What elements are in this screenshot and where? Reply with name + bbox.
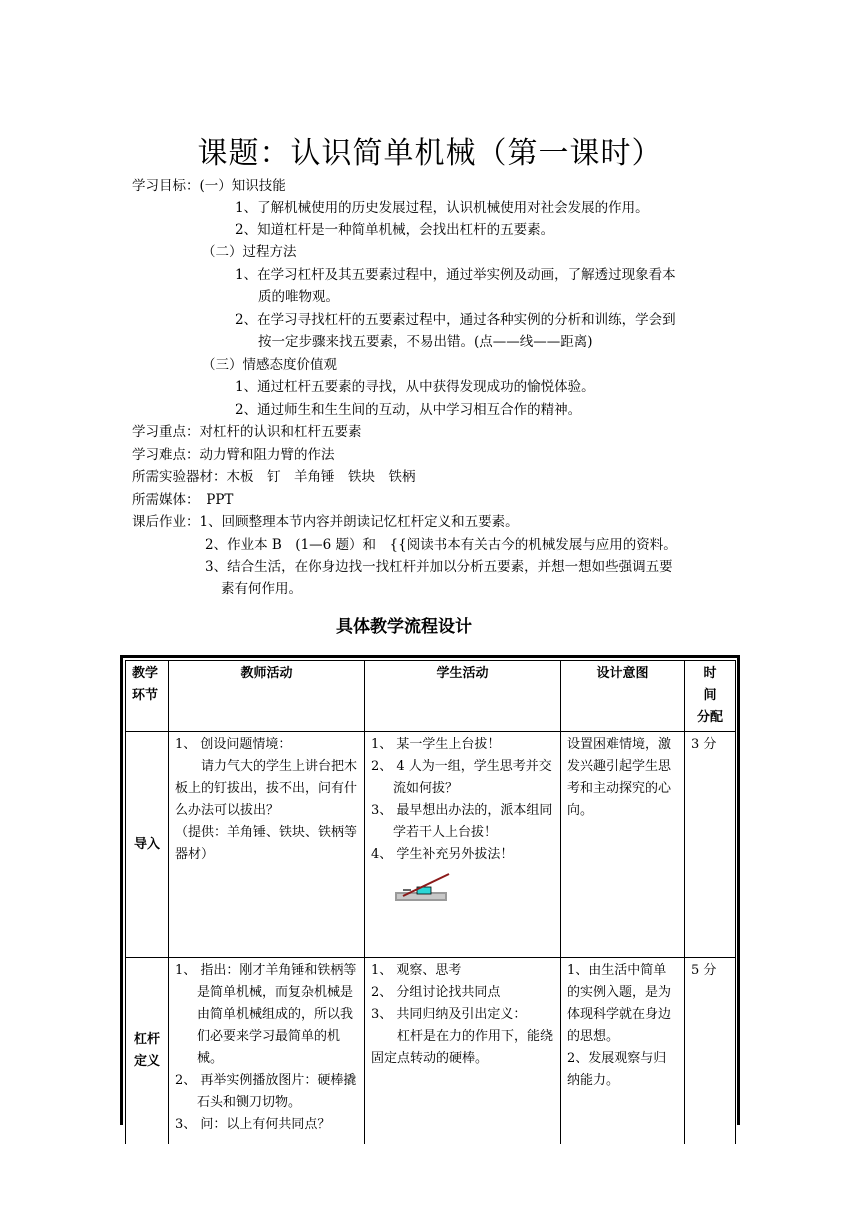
teacher-item: 请力气大的学生上讲台把木板上的钉拔出，拔不出，问有什么办法可以拔出？ (175, 759, 358, 818)
student-activity-intro (365, 732, 561, 958)
homework-3: 3、结合生活，在你身边找一找杠杆并加以分析五要素，并想一想如些强调五要 (205, 559, 673, 575)
table-row (126, 958, 736, 1144)
teacher-item: 2、 再举实例播放图片：硬棒撬石头和铡刀切物。 (175, 1073, 357, 1110)
page-title: 课题：认识简单机械（第一课时） (197, 136, 663, 171)
objective-knowledge-1: 1、了解机械使用的历史发展过程，认识机械使用对社会发展的作用。 (235, 200, 649, 216)
segment-lever-definition (126, 958, 169, 1144)
header-teacher: 教师活动 (169, 661, 365, 732)
objective-attitude-1: 1、通过杠杆五要素的寻找，从中获得发现成功的愉悦体验。 (235, 379, 595, 395)
student-item: 3、 最早想出办法的，派本组同学若干人上台拔！ (371, 803, 553, 840)
student-item: 2、 4 人为一组，学生思考并交流如何拔？ (371, 759, 552, 796)
objective-knowledge-2: 2、知道杠杆是一种简单机械，会找出杠杆的五要素。 (235, 222, 555, 238)
student-item: 杠杆是在力的作用下，能绕固定点转动的硬棒。 (371, 1029, 554, 1066)
teacher-activity-intro (169, 732, 365, 958)
homework-1: 课后作业：1、回顾整理本节内容并朗读记忆杠杆定义和五要素。 (132, 514, 519, 530)
teacher-item: 1、 创设问题情境： (175, 737, 292, 752)
lever-illustration-image (395, 872, 455, 906)
flow-section-title: 具体教学流程设计 (336, 617, 472, 637)
header-time-line2: 分配 (696, 710, 723, 725)
media: 所需媒体： PPT (132, 492, 234, 508)
objective-process-2-cont: 按一定步骤来找五要素，不易出错。(点——线——距离) (258, 334, 593, 350)
segment-intro: 导入 (126, 732, 169, 958)
objective-process-1: 1、在学习杠杆及其五要素过程中，通过举实例及动画，了解透过现象看本 (235, 267, 676, 283)
segment-line1: 杠杆 (133, 1031, 160, 1047)
student-item: 2、 分组讨论找共同点 (371, 985, 501, 1000)
header-intent: 设计意图 (561, 661, 685, 732)
teacher-item: （提供：羊角锤、铁块、铁柄等器材） (175, 825, 358, 862)
header-student: 学生活动 (365, 661, 561, 732)
teacher-item: 1、 指出：刚才羊角锤和铁柄等是简单机械，而复杂机械是由简单机械组成的，所以我们必要来学习最简单的机械。 (175, 963, 357, 1066)
table-header-row (126, 661, 736, 732)
objectives-attitude-heading: （三）情感态度价值观 (202, 357, 337, 373)
time-definition: 5 分 (685, 958, 736, 1144)
header-time-line1: 时 间 (703, 666, 730, 703)
difficult-point: 学习难点：动力臂和阻力臂的作法 (132, 447, 335, 463)
header-segment-line2: 环节 (132, 688, 159, 703)
objectives-process-heading: （二）过程方法 (202, 244, 297, 260)
objective-process-1-cont: 质的唯物观。 (258, 289, 339, 305)
objective-attitude-2: 2、通过师生和生生间的互动，从中学习相互合作的精神。 (235, 402, 582, 418)
header-segment (126, 661, 169, 732)
teaching-flow-table (125, 660, 736, 1144)
homework-3-cont: 素有何作用。 (221, 581, 302, 597)
table-row (126, 732, 736, 958)
time-intro: 3 分 (685, 732, 736, 958)
intent-definition (561, 958, 685, 1144)
teacher-item: 3、 问：以上有何共同点？ (175, 1117, 331, 1132)
student-item: 1、 某一学生上台拔！ (371, 737, 501, 752)
header-segment-line1: 教学 (132, 666, 159, 681)
objective-process-2: 2、在学习寻找杠杆的五要素过程中，通过各种实例的分析和训练，学会到 (235, 312, 676, 328)
student-item: 1、 观察、思考 (371, 963, 462, 978)
student-item: 3、 共同归纳及引出定义： (371, 1007, 527, 1022)
equipment: 所需实验器材：木板 钉 羊角锤 铁块 铁柄 (132, 469, 416, 485)
objectives-heading: 学习目标：(一）知识技能 (132, 178, 286, 194)
intent-item: 2、发展观察与归纳能力。 (567, 1051, 667, 1088)
homework-2: 2、作业本 B (1—6 题）和 {{阅读书本有关古今的机械发展与应用的资料。 (205, 537, 677, 553)
key-point: 学习重点：对杠杆的认识和杠杆五要素 (132, 424, 362, 440)
student-activity-definition (365, 958, 561, 1144)
intent-item: 1、由生活中简单的实例入题，是为体现科学就在身边的思想。 (567, 963, 672, 1044)
student-item: 4、 学生补充另外拔法！ (371, 847, 514, 862)
header-time (685, 661, 736, 732)
segment-line2: 定义 (133, 1053, 160, 1069)
intent-intro: 设置困难情境，激发兴趣引起学生思考和主动探究的心向。 (561, 732, 685, 958)
teacher-activity-definition (169, 958, 365, 1144)
